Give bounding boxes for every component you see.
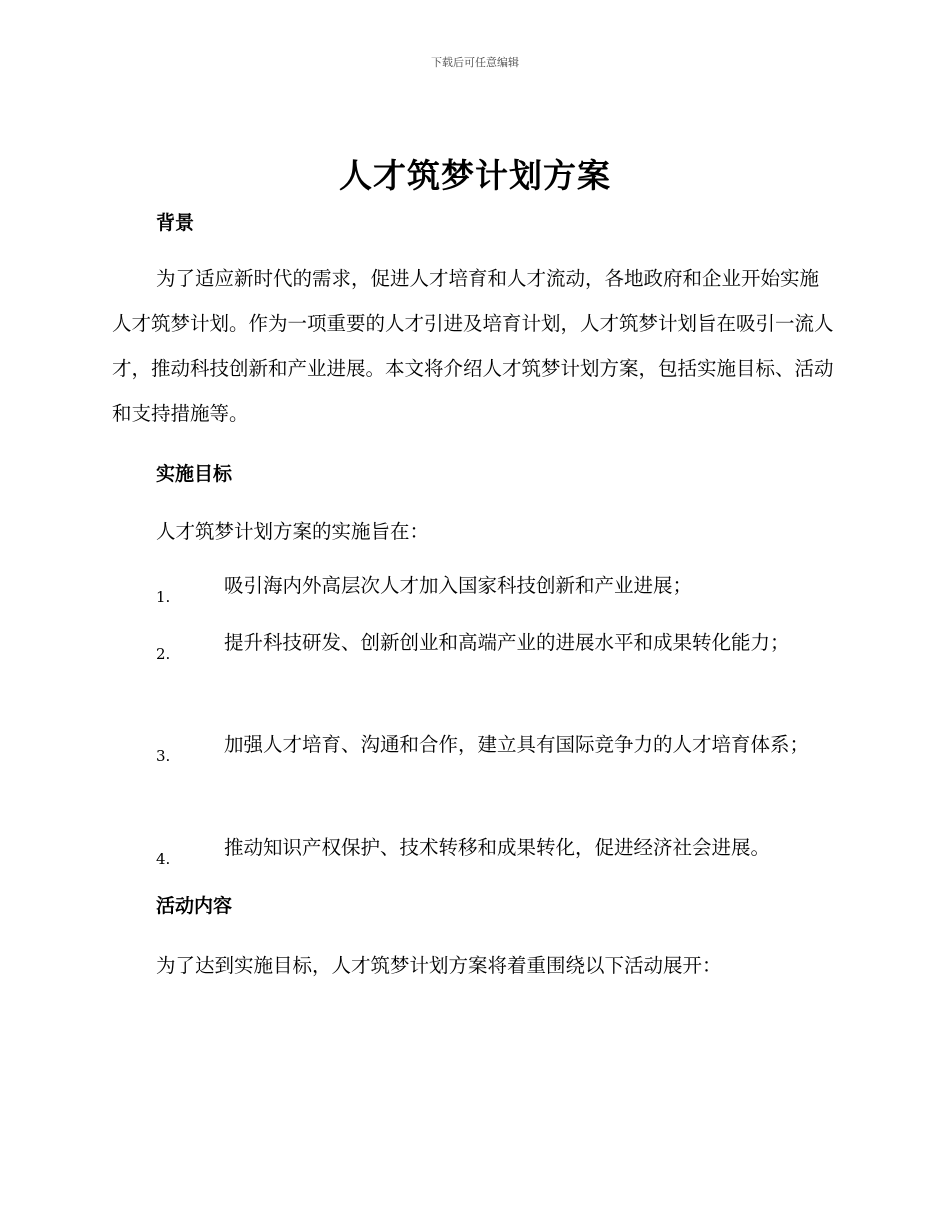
list-item-text: 加强人才培育、沟通和合作，建立具有国际竞争力的人才培育体系； — [224, 733, 810, 756]
list-item-text: 吸引海内外高层次人才加入国家科技创新和产业进展； — [224, 574, 693, 597]
list-item — [112, 620, 834, 665]
section-heading-activities: 活动内容 — [156, 895, 233, 917]
section-heading-goals: 实施目标 — [156, 463, 233, 485]
document-title: 人才筑梦计划方案 — [339, 156, 611, 195]
list-item-number: 2. — [156, 645, 171, 663]
list-item — [112, 563, 834, 608]
list-item — [112, 722, 834, 767]
background-paragraph: 为了适应新时代的需求，促进人才培育和人才流动，各地政府和企业开始实施人才筑梦计划。作为一项重要的人才引进及培育计划，人才筑梦计划旨在吸引一流人才，推动科技创新和产业进展。本文将介绍人才筑梦计划方案，包括实施目标、活动和支持措施等。 — [112, 267, 834, 425]
list-item-text: 提升科技研发、创新创业和高端产业的进展水平和成果转化能力； — [224, 631, 790, 654]
list-item-number: 4. — [156, 850, 171, 868]
goals-intro: 人才筑梦计划方案的实施旨在： — [156, 520, 430, 543]
list-item — [112, 825, 834, 870]
list-item-number: 3. — [156, 747, 171, 765]
activities-intro: 为了达到实施目标，人才筑梦计划方案将着重围绕以下活动展开： — [156, 954, 722, 977]
list-item-number: 1. — [156, 588, 171, 606]
section-heading-background: 背景 — [156, 212, 195, 234]
list-item-text: 推动知识产权保护、技术转移和成果转化，促进经济社会进展。 — [224, 836, 771, 859]
page-header: 下载后可任意编辑 — [431, 56, 519, 69]
